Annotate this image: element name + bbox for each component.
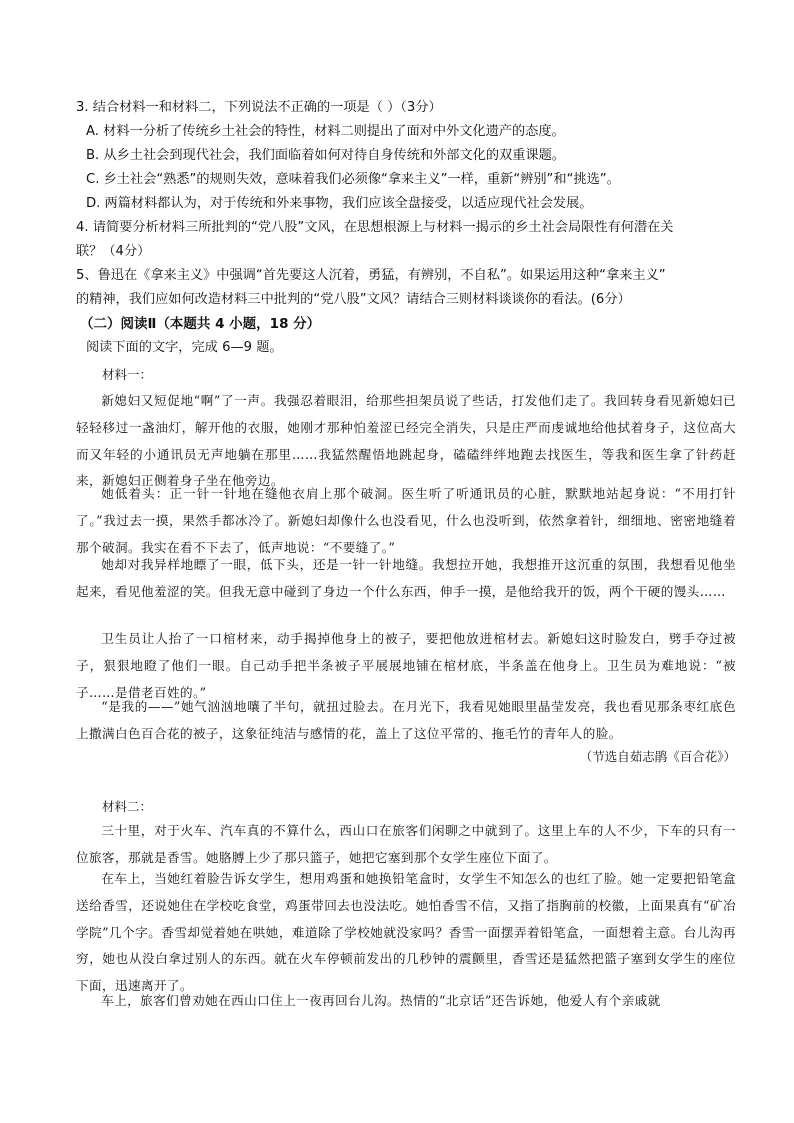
material-2-paragraph: 车上，旅客们曾劝她在西山口住上一夜再回台儿沟。热情的“北京话”还告诉她，他爱人有个亲戚就 [101, 993, 661, 1008]
section-heading: （二）阅读Ⅱ（本题共 4 小题，18 分） [80, 316, 321, 332]
question-4-line-1: 4. 请简要分析材料三所批判的“党八股”文风，在思想根源上与材料一揭示的乡土社会局限性有何潜在关 [76, 220, 674, 235]
question-5-line-1: 5、鲁迅在《拿来主义》中强调“首先要这人沉着，勇猛，有辨别，不自私”。如果运用这种“拿来主义” [76, 268, 666, 283]
material-1-paragraph: “是我的——”她气汹汹地嚷了半句，就扭过脸去。在月光下，我看见她眼里晶莹发亮，我也看见那条枣红底色上撒满白色百合花的被子，这象征纯洁与感情的花，盖上了这位平常的、拖毛竹的青年人的脸。 [76, 699, 736, 741]
material-1-paragraph: 卫生员让人抬了一口棺材来，动手揭掉他身上的被子，要把他放进棺材去。新媳妇这时脸发白，劈手夺过被子，狠狠地瞪了他们一眼。自己动手把半条被子平展展地铺在棺材底，半条盖在他身上。卫生员为难地说：“被子……是借老百姓的。” [76, 631, 736, 700]
question-3-option-d: D. 两篇材料都认为，对于传统和外来事物，我们应该全盘接受，以适应现代社会发展。 [86, 196, 593, 211]
question-3-option-c: C. 乡土社会“熟悉”的规则失效，意味着我们必须像“拿来主义”一样，重新“辨别”和“挑选”。 [86, 172, 620, 187]
material-2-paragraph: 三十里，对于火车、汽车真的不算什么，西山口在旅客们闲聊之中就到了。这里上车的人不少，下车的只有一位旅客，那就是香雪。她胳膊上少了那只篮子，她把它塞到那个女学生座位下面了。 [76, 823, 736, 865]
question-3-option-a: A. 材料一分析了传统乡土社会的特性，材料二则提出了面对中外文化遗产的态度。 [86, 124, 565, 139]
material-1-source: （节选自茹志鹃《百合花》） [579, 749, 736, 764]
question-3-stem: 3. 结合材料一和材料二，下列说法不正确的一项是（ ）（3分） [76, 100, 442, 115]
material-1-paragraph: 新媳妇又短促地“啊”了一声。我强忍着眼泪，给那些担架员说了些话，打发他们走了。我回转身看见新媳妇已轻轻移过一盏油灯，解开他的衣服，她刚才那种怕羞涩已经完全消失，只是庄严而虔诚地给他拭着身子，这位高大而又年轻的小通讯员无声地躺在那里……我猛然醒悟地跳起身，磕磕绊绊地跑去找医生，等我和医生拿了针药赶来，新媳妇正侧着身子坐在他旁边。 [76, 393, 736, 489]
question-5-line-2: 的精神，我们应如何改造材料三中批判的“党八股”文风？请结合三则材料谈谈你的看法。(6分） [76, 292, 631, 307]
material-2-paragraph: 在车上，当她红着脸告诉女学生，想用鸡蛋和她换铅笔盒时，女学生不知怎么的也红了脸。她一定要把铅笔盒送给香雪，还说她住在学校吃食堂，鸡蛋带回去也没法吃。她怕香雪不信，又指了指胸前的校徽，上面果真有“矿冶学院”几个字。香雪却觉着她在哄她，难道除了学校她就没家吗？香雪一面摆弄着铅笔盒，一面想着主意。台儿沟再穷，她也从没白拿过别人的东西。就在火车停顿前发出的几秒钟的震颤里，香雪还是猛然把篮子塞到女学生的座位下面，迅速离开了。 [76, 871, 736, 994]
material-1-paragraph: 她低着头：正一针一针地在缝他衣肩上那个破洞。医生听了听通讯员的心脏，默默地站起身说：“不用打针了。”我过去一摸，果然手都冰冷了。新媳妇却像什么也没看见，什么也没听到，依然拿着针，细细地、密密地缝着那个破洞。我实在看不下去了，低声地说：“不要缝了。” [76, 486, 736, 555]
question-4-line-2: 联？（4分） [76, 244, 151, 259]
question-3-option-b: B. 从乡土社会到现代社会，我们面临着如何对待自身传统和外部文化的双重课题。 [86, 148, 565, 163]
material-1-paragraph: 她却对我异样地瞟了一眼，低下头，还是一针一针地缝。我想拉开她，我想推开这沉重的氛围，我想看见他坐起来，看见他羞涩的笑。但我无意中碰到了身边一个什么东西，伸手一摸，是他给我开的饭，两个干硬的馒头…… [76, 557, 736, 599]
section-instruction: 阅读下面的文字，完成 6—9 题。 [86, 340, 283, 355]
material-2-label: 材料二： [102, 799, 153, 814]
material-1-label: 材料一： [102, 367, 153, 382]
